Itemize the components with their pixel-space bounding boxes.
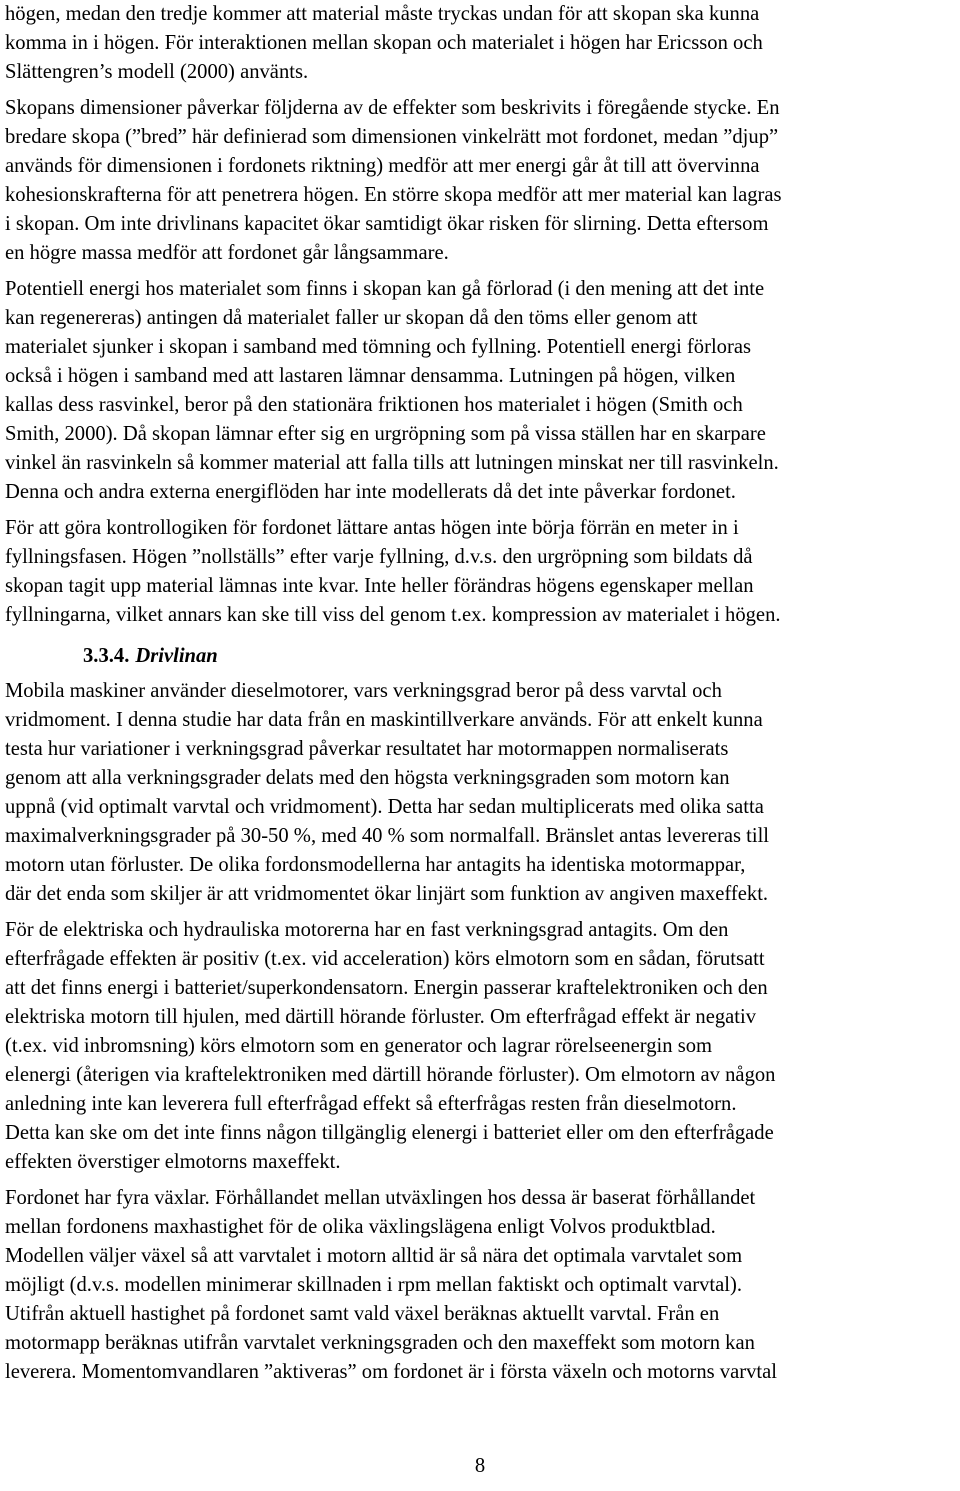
paragraph-2: Skopans dimensioner påverkar följderna av de effekter som beskrivits i föregående stycke. En bredare skopa (”bred” här definierad som dimensionen vinkelrätt mot fordonet, medan ”djup” används för dimensionen i fordonets riktning) medför att mer energi går åt till att övervinna kohesionskrafterna för att penetrera högen. En större skopa medför att mer material kan lagras i skopan. Om inte drivlinans kapacitet ökar samtidigt ökar risken för slirning. Detta eftersom en högre massa medför att fordonet går långsammare. [5,97,782,264]
paragraph-6: För de elektriska och hydrauliska motorerna har en fast verkningsgrad antagits. Om den efterfrågade effekten är positiv (t.ex. vid acceleration) körs elmotorn som en sådan, förutsatt att det finns energi i batteriet/superkondensatorn. Energin passerar kraftelektroniken och den elektriska motorn till hjulen, med därtill hörande förluster. Om efterfrågad effekt är negativ (t.ex. vid inbromsning) körs elmotorn som en generator och lagrar rörelseenergin som elenergi (återigen via kraftelektroniken med därtill hörande förluster). Om elmotorn av någon anledning inte kan leverera full efterfrågad effekt så efterfrågas resten från dieselmotorn. Detta kan ske om det inte finns någon tillgänglig elenergi i batteriet eller om den efterfrågade effekten överstiger elmotorns maxeffekt. [5,919,776,1173]
document-page [5,0,955,1387]
paragraph-5: Mobila maskiner använder dieselmotorer, vars verkningsgrad beror på dess varvtal och vridmoment. I denna studie har data från en maskintillverkare används. För att enkelt kunna testa hur variationer i verkningsgrad påverkar resultatet har motormappen normaliserats genom att alla verkningsgrader delats med den högsta verkningsgraden som motorn kan uppnå (vid optimalt varvtal och vridmoment). Detta har sedan multiplicerats med olika satta maximalverkningsgrader på 30-50 %, med 40 % som normalfall. Bränslet antas levereras till motorn utan förluster. De olika fordonsmodellerna har antagits ha identiska motormappar, där det enda som skiljer är att vridmomentet ökar linjärt som funktion av angiven maxeffekt. [5,680,770,905]
section-title: Drivlinan [135,645,218,667]
section-heading [83,642,955,671]
paragraph-4: För att göra kontrollogiken för fordonet lättare antas högen inte börja förrän en meter in i fyllningsfasen. Högen ”nollställs” efter varje fyllning, d.v.s. den urgröpning som bildats då skopan tagit upp material lämnas inte kvar. Inte heller förändras högens egenskaper mellan fyllningarna, vilket annars kan ske till viss del genom t.ex. kompression av materialet i högen. [5,517,781,626]
paragraph-7: Fordonet har fyra växlar. Förhållandet mellan utväxlingen hos dessa är baserat förhållandet mellan fordonens maxhastighet för de olika växlingslägena enligt Volvos produktblad. Modellen väljer växel så att varvtalet i motorn alltid är så nära det optimala varvtalet som möjligt (d.v.s. modellen minimerar skillnaden i rpm mellan faktiskt och optimalt varvtal). Utifrån aktuell hastighet på fordonet samt vald växel beräknas aktuellt varvtal. Från en motormapp beräknas utifrån varvtalet verkningsgraden och den maxeffekt som motorn kan leverera. Momentomvandlaren ”aktiveras” om fordonet är i första växeln och motorns varvtal [5,1187,777,1383]
paragraph-3: Potentiell energi hos materialet som finns i skopan kan gå förlorad (i den mening att det inte kan regenereras) antingen då materialet faller ur skopan då den töms eller genom att materialet sjunker i skopan i samband med tömning och fyllning. Potentiell energi förloras också i högen i samband med att lastaren lämnar densamma. Lutningen på högen, vilken kallas dess rasvinkel, beror på den stationära friktionen hos materialet i högen (Smith och Smith, 2000). Då skopan lämnar efter sig en urgröpning som på vissa ställen har en skarpare vinkel än rasvinkeln så kommer material att falla tills att lutningen minskat ner till rasvinkeln. Denna och andra externa energiflöden har inte modellerats då det inte påverkar fordonet. [5,278,779,503]
paragraph-1: högen, medan den tredje kommer att material måste tryckas undan för att skopan ska kunna komma in i högen. För interaktionen mellan skopan och materialet i högen har Ericsson och Slättengren’s modell (2000) använts. [5,3,763,83]
section-number: 3.3.4. [83,645,130,667]
page-number: 8 [474,1455,486,1477]
